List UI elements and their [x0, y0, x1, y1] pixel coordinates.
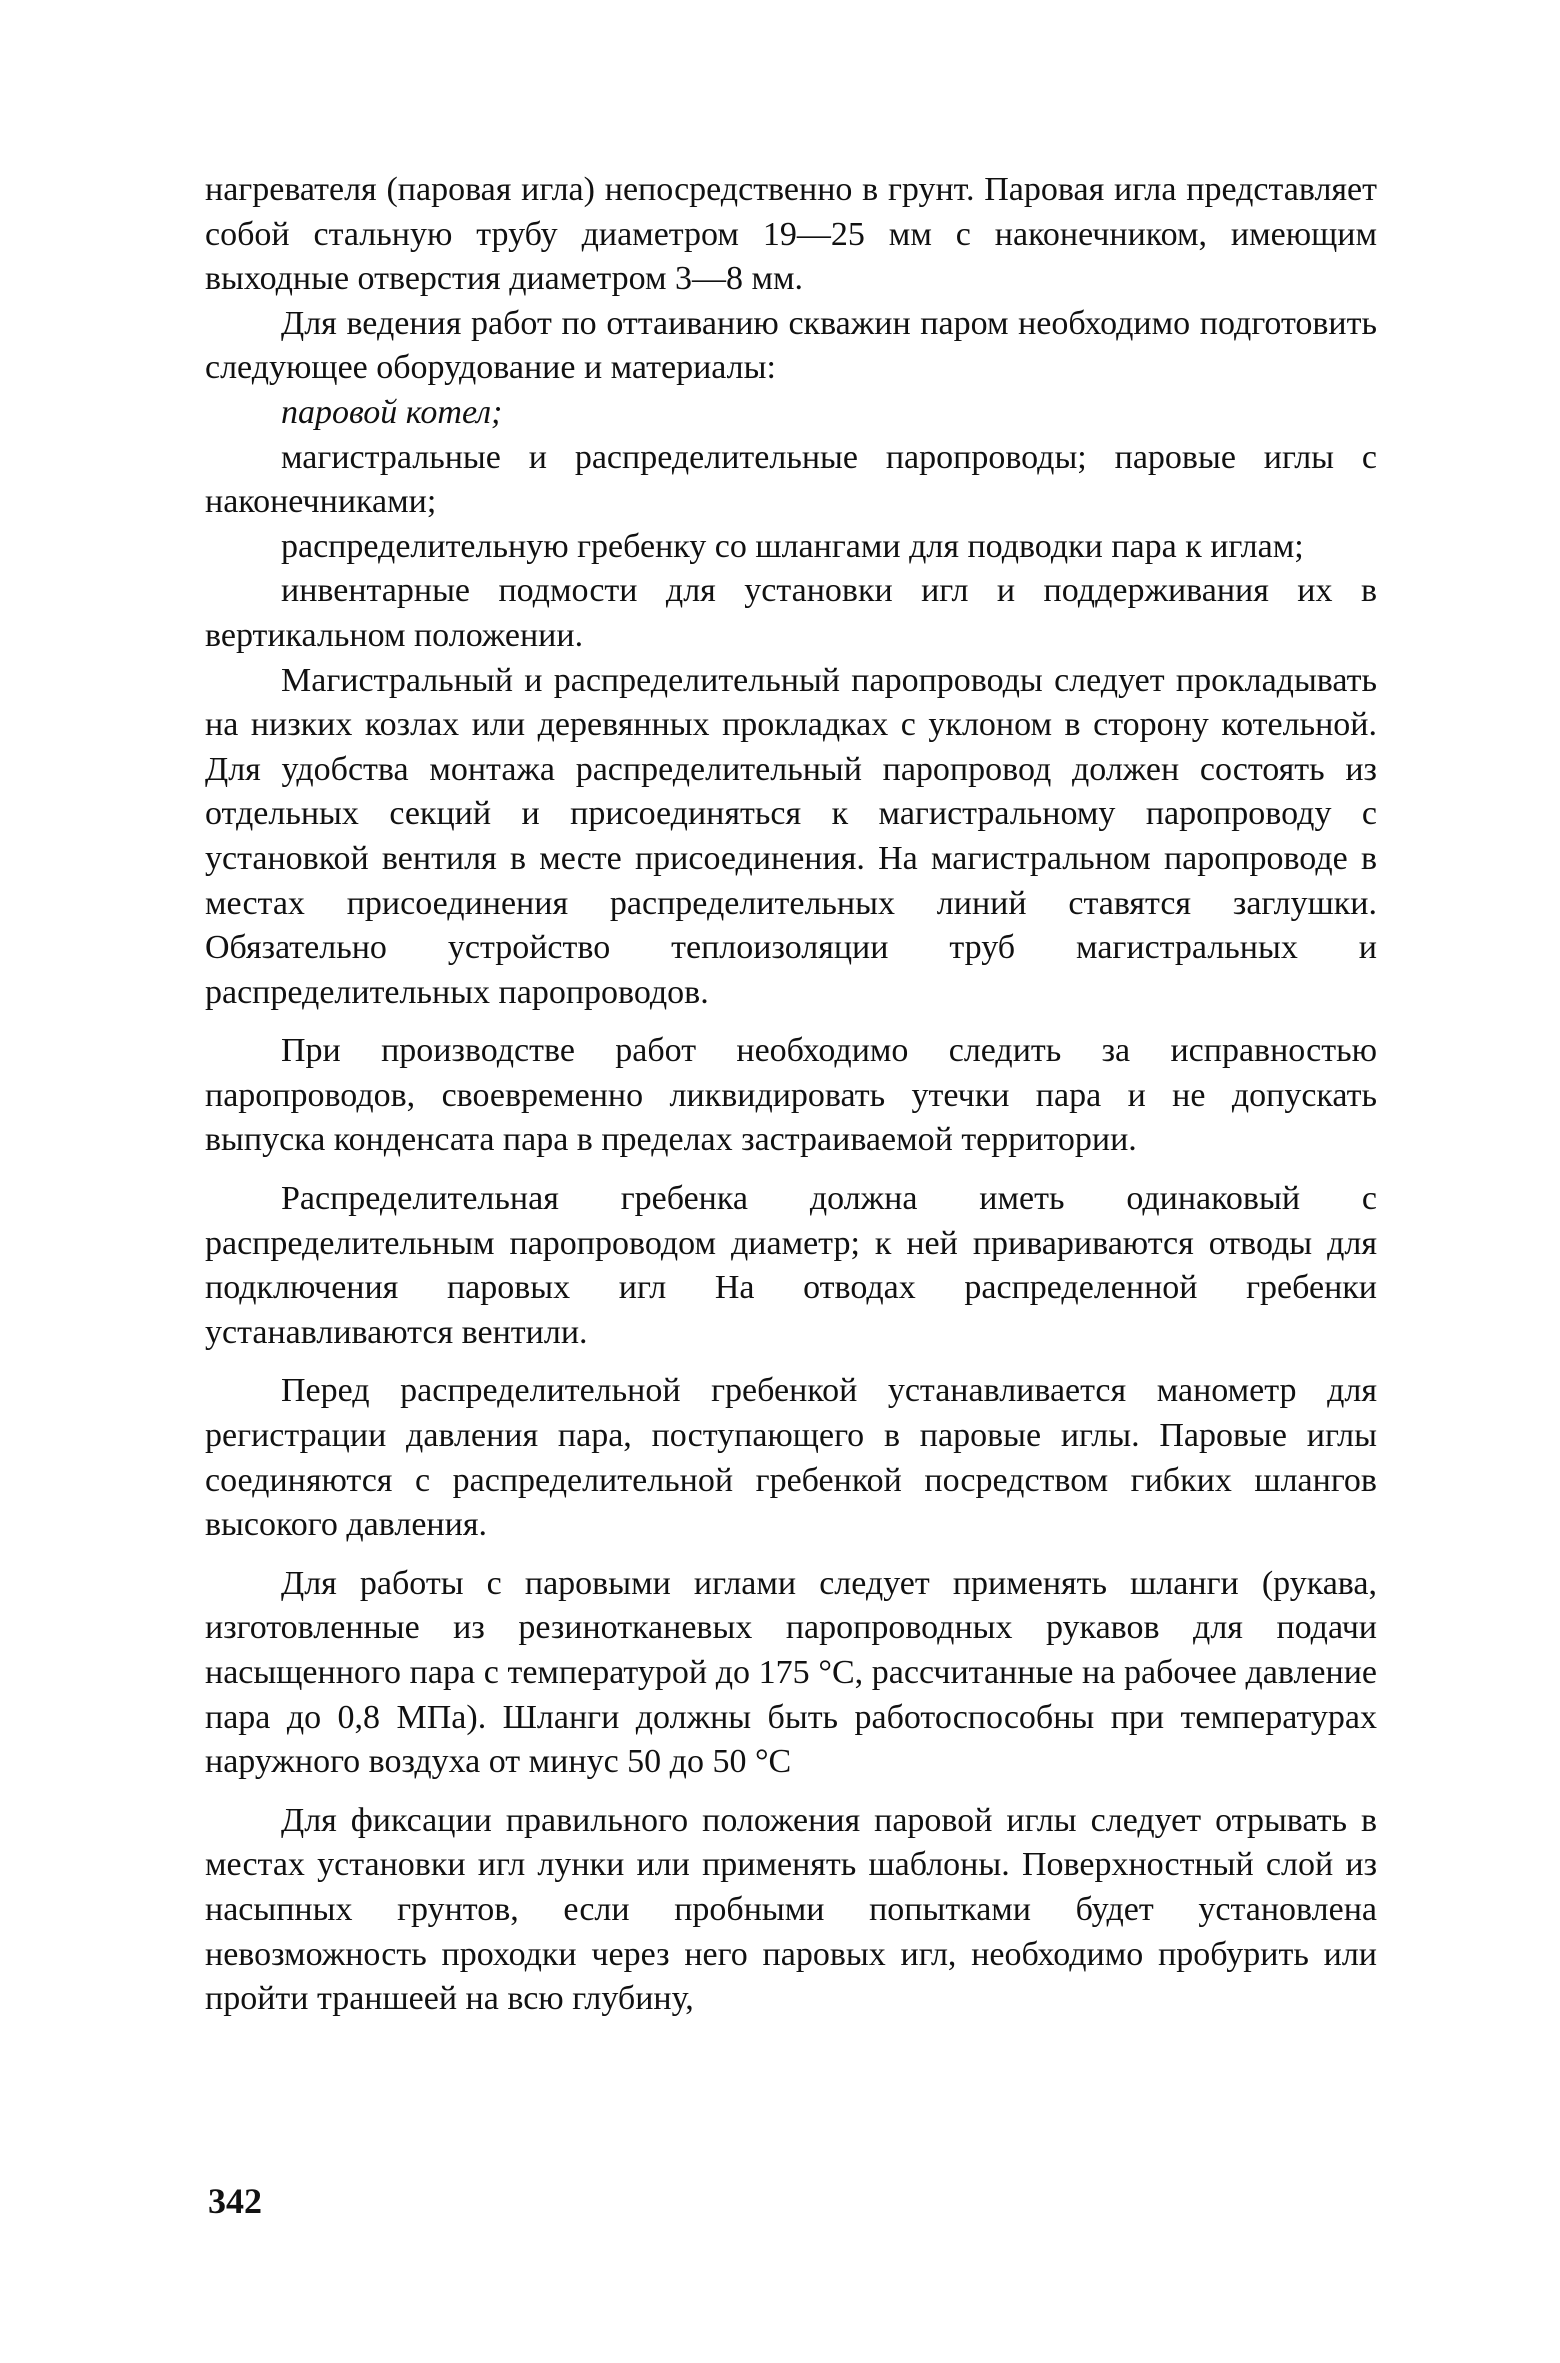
list-item-steam-lines: магистральные и распределительные паропроводы; паровые иглы с наконечниками;	[205, 438, 1377, 521]
list-item-scaffolding: инвентарные подмости для установки игл и поддерживания их в вертикальном положении.	[205, 572, 1377, 654]
list-item-manifold: распределительную гребенку со шлангами для подводки пара к иглам;	[281, 527, 1304, 565]
body-text	[205, 168, 1377, 2022]
paragraph-equipment-intro: Для ведения работ по оттаиванию скважин паром необходимо подготовить следующее оборудование и материалы:	[205, 304, 1377, 387]
paragraph-manometer: Перед распределительной гребенкой устанавливается манометр для регистрации давления пара, поступающего в паровые иглы. Паровые иглы соединяются с распределительной гребенкой посредством гибких шлангов высокого давления.	[205, 1372, 1377, 1544]
list-item-boiler: паровой котел;	[281, 393, 503, 431]
paragraph-needle-fixation: Для фиксации правильного положения паровой иглы следует отрывать в местах установки игл лунки или применять шаблоны. Поверхностный слой из насыпных грунтов, если пробными попытками будет установлена невозможность проходки через него паровых игл, необходимо пробурить или пройти траншеей на всю глубину,	[205, 1801, 1377, 2018]
paragraph-work-monitoring: При производстве работ необходимо следить за исправностью паропроводов, своевременно ликвидировать утечки пара и не допускать выпуска конденсата пара в пределах застраиваемой территории.	[205, 1032, 1377, 1159]
paragraph-hoses: Для работы с паровыми иглами следует применять шланги (рукава, изготовленные из резинотканевых паропроводных рукавов для подачи насыщенного пара с температурой до 175 °С, рассчитанные на рабочее давление пара до 0,8 МПа). Шланги должны быть работоспособны при температурах наружного воздуха от минус 50 до 50 °С	[205, 1564, 1377, 1781]
page-number: 342	[208, 2181, 262, 2221]
paragraph-manifold: Распределительная гребенка должна иметь одинаковый с распределительным паропроводом диаметр; к ней привариваются отводы для подключения паровых игл На отводах распределенной гребенки устанавливаются вентили.	[205, 1180, 1377, 1351]
paragraph-steam-line-laying: Магистральный и распределительный паропроводы следует прокладывать на низких козлах или деревянных прокладках с уклоном в сторону котельной. Для удобства монтажа распределительный паропровод должен состоять из отдельных секций и присоединяться к магистральному паропроводу с установкой вентиля в месте присоединения. На магистральном паропроводе в местах присоединения распределительных линий ставятся заглушки. Обязательно устройство теплоизоляции труб магистральных и распределительных паропроводов.	[205, 661, 1377, 1011]
paragraph-continuation: нагревателя (паровая игла) непосредственно в грунт. Паровая игла представляет собой стальную трубу диаметром 19—25 мм с наконечником, имеющим выходные отверстия диаметром 3—8 мм.	[205, 171, 1377, 298]
